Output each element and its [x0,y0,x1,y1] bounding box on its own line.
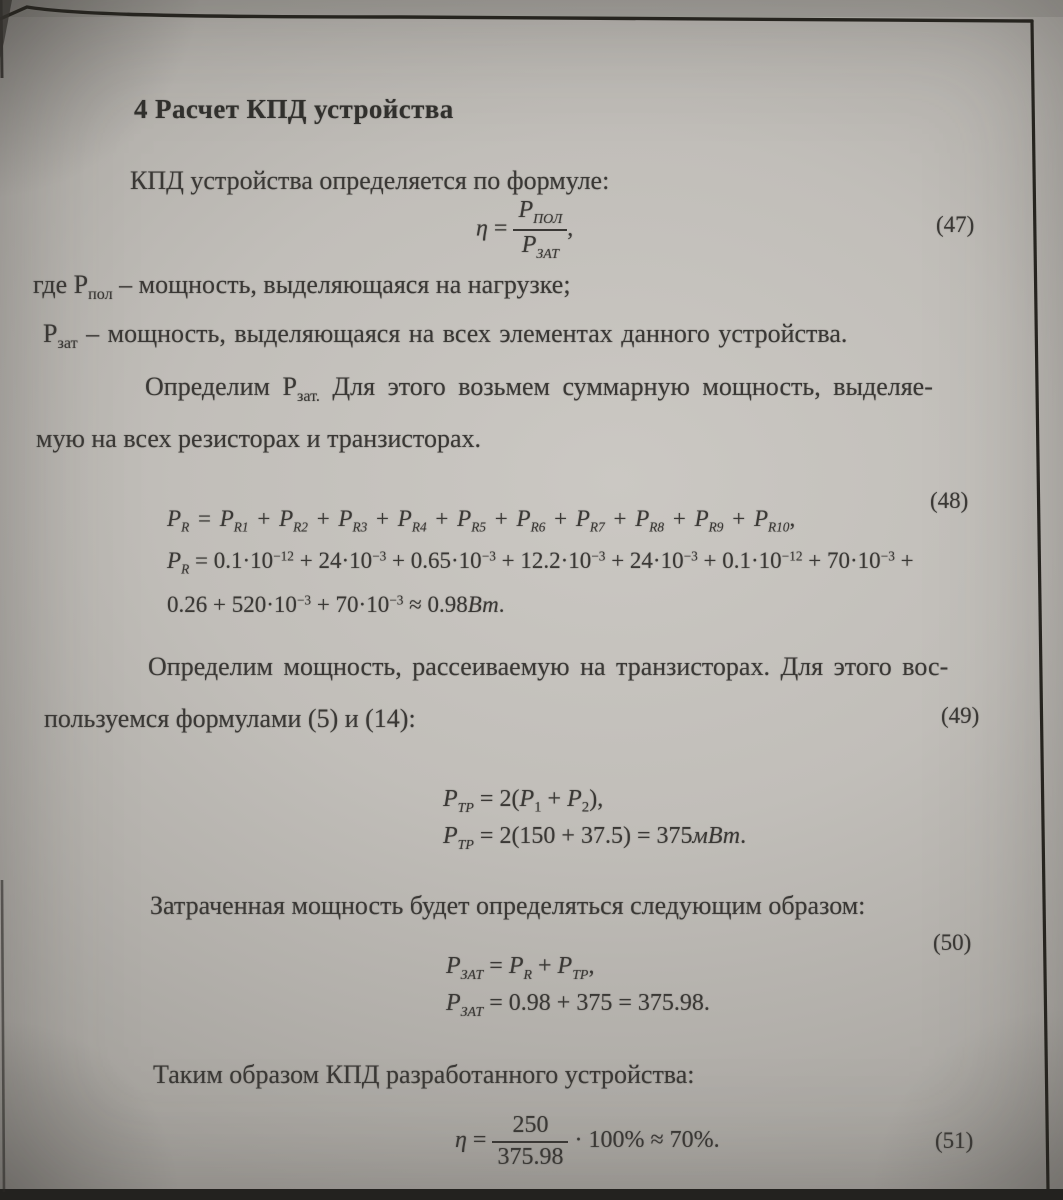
paragraph-transistor-power-line2: пользуемся формулами (5) и (14): [44,704,416,733]
formula-48-line3: $0.26 + 520\cdot 10^{-3} + 70\cdot 10^{-3} \approx 0.98Вт$. [167,592,505,617]
formula-47-number: (47) [936,212,975,237]
formula-51: η = $\frac{250}{375.98}$ · 100% ≈ 70%. [455,1112,720,1170]
where-definition-ppol: где $Р_{пол}$ – мощность, выделяющаяся на нагрузке; [33,270,571,304]
formula-48-line1: $P_R = P_{R1} + P_{R2} + P_{R3} + P_{R4} + P_{R5} + P_{R6} + P_{R7} + P_{R8} + P_{R9} + P_{R10}$, [167,506,796,535]
paragraph-spent-power: Затраченная мощность будет определяться следующим образом: [150,891,866,920]
formula-48-line2: $P_R = 0.1\cdot 10^{-12} + 24\cdot 10^{-3} + 0.65\cdot 10^{-3} + 12.2\cdot 10^{-3} + 24\cdot 10^{-3} + 0.1\cdot 10^{-12} + 70\cdot 10^{-3}$ + [167,548,914,577]
formula-51-number: (51) [935,1128,974,1153]
paragraph-sum-power-line2: мую на всех резисторах и транзисторах. [36,424,481,453]
where-definition-pzat: $Р_{зат}$ – мощность, выделяющаяся на всех элементах данного устройства. [43,319,848,353]
formula-50-line1: $P_{ЗАТ} = P_R + P_{ТР}$, [446,953,595,983]
section-heading: 4 Расчет КПД устройства [134,94,454,124]
formula-48-number: (48) [930,488,969,513]
formula-49-line1: $P_{ТР} = 2(P_1 + P_2)$, [443,786,604,816]
paragraph-sum-power-line1: Определим $Р_{зат.}$ Для этого возьмем суммарную мощность, выделяе- [145,372,933,406]
paragraph-efficiency-result: Таким образом КПД разработанного устройства: [153,1060,695,1089]
formula-50-number: (50) [933,930,972,955]
paragraph-transistor-power-line1: Определим мощность, рассеиваемую на транзисторах. Для этого вос- [148,652,949,681]
formula-47: η = $\frac{P_{ПОЛ}}{P_{ЗАТ}}$ , [476,197,574,262]
formula-50-line2: $P_{ЗАТ} = 0.98 + 375 = 375.98$. [446,990,710,1020]
formula-49-line2: $P_{ТР} = 2(150 + 37.5) = 375мВт$. [443,823,747,853]
formula-49-number: (49) [941,703,980,728]
intro-paragraph: КПД устройства определяется по формуле: [130,166,610,195]
